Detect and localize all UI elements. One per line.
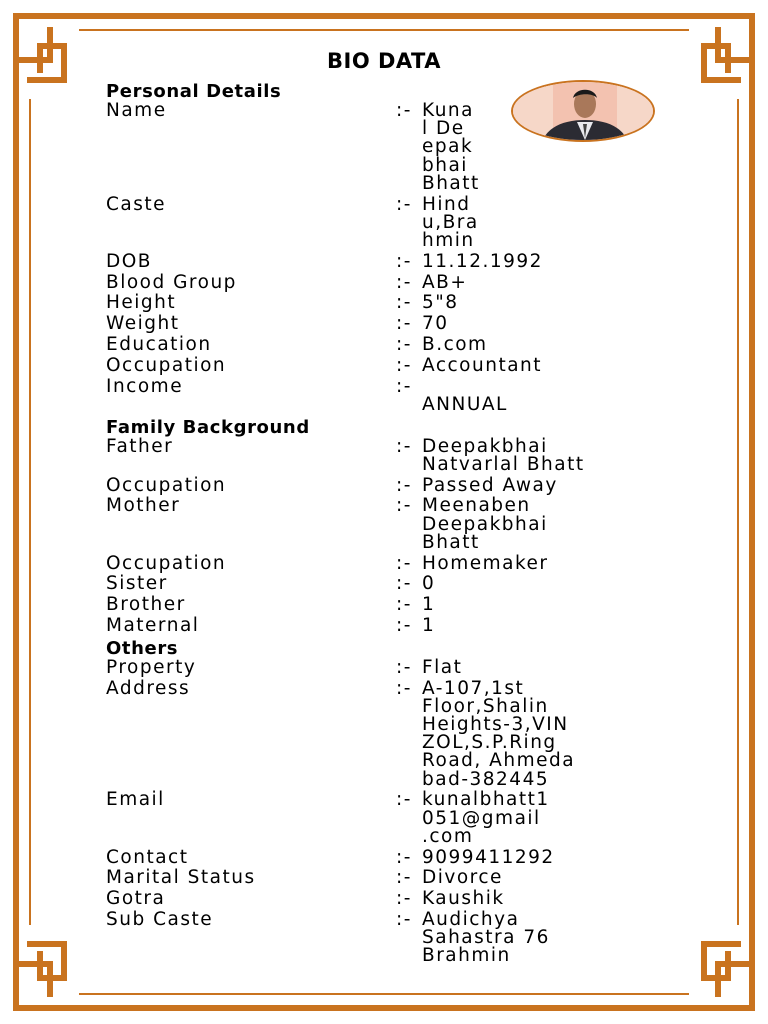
field-label: Email <box>106 789 165 811</box>
field-label: Address <box>106 677 191 699</box>
field-row <box>106 497 666 552</box>
field-row <box>106 354 666 376</box>
field-row <box>106 890 666 908</box>
field-value: Flat <box>422 656 463 678</box>
field-value: Divorce <box>422 867 503 889</box>
field-value: Hind u,Bra hmin <box>422 193 479 252</box>
field-row <box>106 474 666 496</box>
section-heading-family: Family Background <box>106 416 310 438</box>
field-label: Father <box>106 435 174 457</box>
field-separator: :- <box>396 789 412 811</box>
field-separator: :- <box>396 908 412 930</box>
field-value: ANNUAL <box>422 393 508 415</box>
field-row <box>106 575 666 593</box>
field-value: Accountant <box>422 354 543 376</box>
field-separator: :- <box>396 656 412 678</box>
family-background-list <box>106 435 666 636</box>
field-value: 0 <box>422 573 436 595</box>
field-label: Brother <box>106 594 186 616</box>
field-value: AB+ <box>422 271 468 293</box>
field-separator: :- <box>396 846 412 868</box>
field-label: Occupation <box>106 354 227 376</box>
field-separator: :- <box>396 552 412 574</box>
field-row <box>106 315 666 333</box>
field-row <box>106 552 666 574</box>
field-label: Height <box>106 292 177 314</box>
personal-details-list <box>106 102 666 414</box>
field-value: 5"8 <box>422 292 459 314</box>
field-row <box>106 677 666 790</box>
field-row <box>106 271 666 293</box>
field-label: Income <box>106 375 184 397</box>
field-value: 11.12.1992 <box>422 250 543 272</box>
field-row <box>106 102 666 193</box>
field-label: Sister <box>106 573 168 595</box>
field-label: Marital Status <box>106 867 256 889</box>
field-row <box>106 294 666 312</box>
section-heading-others: Others <box>106 637 179 659</box>
field-value: Deepakbhai Natvarlal Bhatt <box>422 435 585 475</box>
field-separator: :- <box>396 474 412 496</box>
field-separator: :- <box>396 495 412 517</box>
field-row <box>106 791 666 846</box>
bio-data-content <box>106 79 666 966</box>
field-value: Kaushik <box>422 888 505 910</box>
page-title: BIO DATA <box>327 49 441 73</box>
field-separator: :- <box>396 271 412 293</box>
field-separator: :- <box>396 888 412 910</box>
section-heading-personal: Personal Details <box>106 81 282 102</box>
field-separator: :- <box>396 375 412 397</box>
field-separator: :- <box>396 867 412 889</box>
field-row <box>106 869 666 887</box>
field-label: Maternal <box>106 614 200 636</box>
field-value: kunalbhatt1 051@gmail .com <box>422 789 550 847</box>
field-label: Weight <box>106 313 180 335</box>
field-value: Meenaben Deepakbhai Bhatt <box>422 495 548 553</box>
field-label: Name <box>106 100 167 121</box>
field-separator: :- <box>396 193 412 215</box>
field-label: Occupation <box>106 552 227 574</box>
field-row <box>106 846 666 868</box>
field-label: DOB <box>106 250 152 272</box>
field-value: Homemaker <box>422 552 549 574</box>
field-row <box>106 193 666 252</box>
field-label: Contact <box>106 846 189 868</box>
field-value: 9099411292 <box>422 846 555 868</box>
field-label: Blood Group <box>106 271 237 293</box>
field-separator: :- <box>396 677 412 699</box>
field-label: Mother <box>106 495 181 517</box>
field-row <box>106 336 666 354</box>
field-value: 1 <box>422 594 436 616</box>
field-row <box>106 614 666 636</box>
field-separator: :- <box>396 573 412 595</box>
field-row <box>106 908 666 967</box>
field-row <box>106 656 666 678</box>
field-value: B.com <box>422 334 488 355</box>
field-separator: :- <box>396 250 412 272</box>
others-list <box>106 656 666 967</box>
field-separator: :- <box>396 334 412 355</box>
field-label: Education <box>106 334 212 355</box>
field-value: 70 <box>422 313 449 335</box>
field-label: Property <box>106 656 197 678</box>
field-label: Gotra <box>106 888 166 910</box>
field-row <box>106 596 666 614</box>
field-value: Passed Away <box>422 474 558 496</box>
field-value: Kuna l De epak bhai Bhatt <box>422 100 480 194</box>
field-label: Caste <box>106 193 167 215</box>
field-separator: :- <box>396 100 412 121</box>
field-value: A-107,1st Floor,Shalin Heights-3,VIN ZOL,S.P.Ring Road, Ahmeda bad-382445 <box>422 677 576 790</box>
field-separator: :- <box>396 594 412 616</box>
field-separator: :- <box>396 292 412 314</box>
field-label: Sub Caste <box>106 908 214 930</box>
field-separator: :- <box>396 313 412 335</box>
field-value: Audichya Sahastra 76 Brahmin <box>422 908 550 967</box>
field-label: Occupation <box>106 474 227 496</box>
field-row <box>106 435 666 475</box>
field-value: 1 <box>422 614 436 636</box>
field-row <box>106 375 666 415</box>
field-separator: :- <box>396 435 412 457</box>
field-separator: :- <box>396 614 412 636</box>
field-row <box>106 250 666 272</box>
field-separator: :- <box>396 354 412 376</box>
